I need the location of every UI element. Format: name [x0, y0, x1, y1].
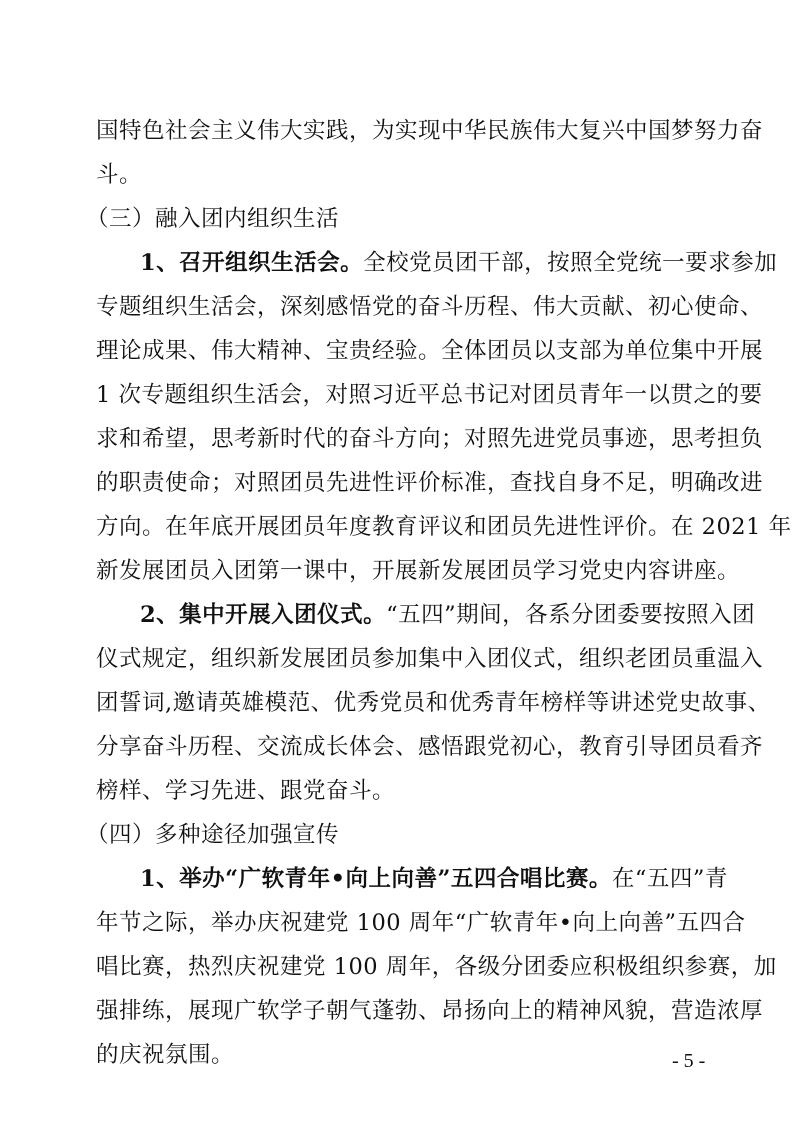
- body-line: 的职责使命；对照团员先进性评价标准，查找自身不足，明确改进: [96, 470, 764, 496]
- body-line: 斗。: [96, 162, 143, 188]
- body-line: 专题组织生活会，深刻感悟党的奋斗历程、伟大贡献、初心使命、: [96, 294, 764, 320]
- body-line: 唱比赛，热烈庆祝建党 100 周年，各级分团委应积极组织参赛，加: [96, 954, 777, 980]
- body-line: 强排练，展现广软学子朝气蓬勃、昂扬向上的精神风貌，营造浓厚: [96, 998, 764, 1024]
- body-line: 1 次专题组织生活会，对照习近平总书记对团员青年一以贯之的要: [96, 382, 763, 408]
- body-line: 榜样、学习先进、跟党奋斗。: [96, 778, 396, 804]
- body-line: 1、召开组织生活会。全校党员团干部，按照全党统一要求参加: [140, 250, 778, 276]
- page-number: - 5 -: [672, 1050, 706, 1072]
- body-line: 理论成果、伟大精神、宝贵经验。全体团员以支部为单位集中开展: [96, 338, 764, 364]
- body-line: 2、集中开展入团仪式。“五四”期间，各系分团委要按照入团: [140, 602, 756, 628]
- section-heading: （三）融入团内组织生活: [86, 206, 340, 232]
- body-line: 年节之际，举办庆祝建党 100 周年“广软青年•向上向善”五四合: [96, 910, 746, 936]
- body-line: 仪式规定，组织新发展团员参加集中入团仪式，组织老团员重温入: [96, 646, 764, 672]
- body-line: 方向。在年底开展团员年度教育评议和团员先进性评价。在 2021 年: [96, 514, 792, 540]
- body-line: 分享奋斗历程、交流成长体会、感悟跟党初心，教育引导团员看齐: [96, 734, 764, 760]
- body-line: 1、举办“广软青年•向上向善”五四合唱比赛。在“五四”青: [140, 866, 728, 892]
- body-line: 求和希望，思考新时代的奋斗方向；对照先进党员事迹，思考担负: [96, 426, 764, 452]
- body-line: 团誓词,邀请英雄模范、优秀党员和优秀青年榜样等讲述党史故事、: [96, 690, 771, 716]
- body-line: 国特色社会主义伟大实践，为实现中华民族伟大复兴中国梦努力奋: [96, 118, 764, 144]
- body-line: 的庆祝氛围。: [96, 1042, 235, 1068]
- body-line: 新发展团员入团第一课中，开展新发展团员学习党史内容讲座。: [96, 558, 741, 584]
- section-heading: （四）多种途径加强宣传: [86, 822, 340, 848]
